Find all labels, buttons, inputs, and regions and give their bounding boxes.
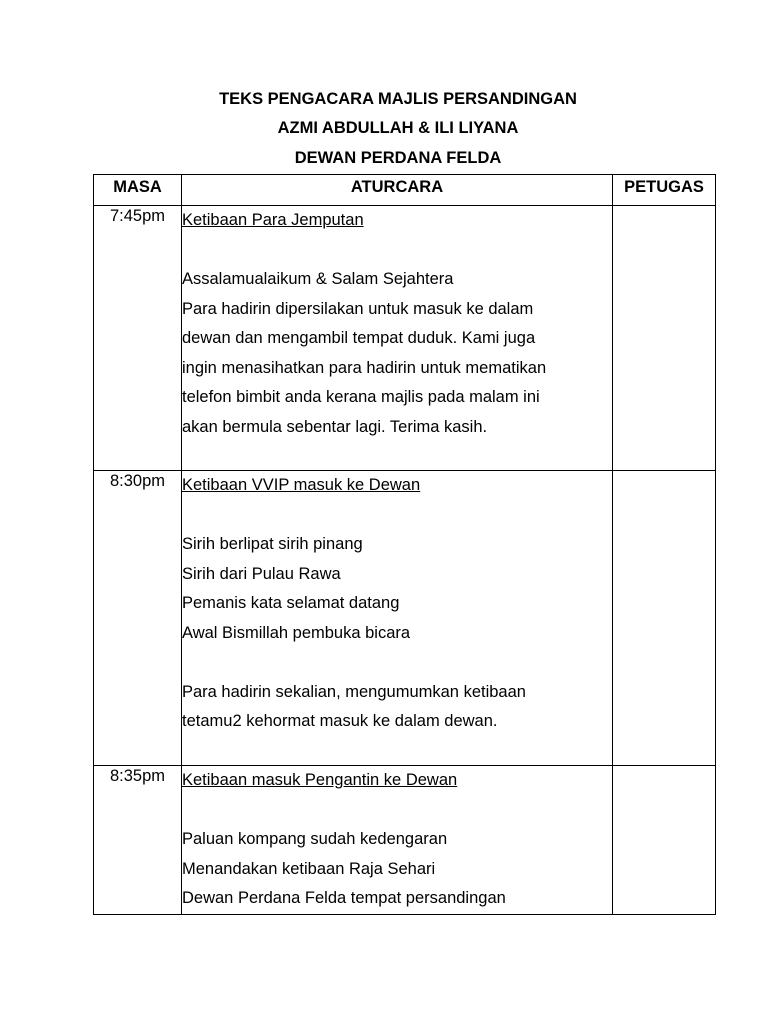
cell-aturcara (182, 471, 613, 766)
script-line: Para hadirin dipersilakan untuk masuk ke dalam (182, 299, 534, 318)
agenda-heading: Ketibaan VVIP masuk ke Dewan (182, 476, 421, 494)
script-line: dewan dan mengambil tempat duduk. Kami juga (182, 329, 536, 347)
header-masa: MASA (94, 175, 182, 206)
title-line-venue: DEWAN PERDANA FELDA (294, 148, 502, 167)
script-line: telefon bimbit anda kerana majlis pada malam ini (182, 388, 540, 406)
script-line: ingin menasihatkan para hadirin untuk mematikan (182, 358, 547, 377)
aturcara-content (182, 766, 612, 914)
script-line: akan bermula sebentar lagi. Terima kasih. (182, 417, 488, 436)
script-line: Assalamualaikum & Salam Sejahtera (182, 270, 454, 288)
header-petugas: PETUGAS (613, 175, 716, 206)
script-line: Pemanis kata selamat datang (182, 594, 400, 612)
script-line: Sirih dari Pulau Rawa (182, 564, 341, 583)
title-line-couple: AZMI ABDULLAH & ILI LIYANA (277, 119, 519, 138)
table-row (94, 471, 716, 766)
cell-masa: 7:45pm (94, 206, 182, 471)
aturcara-content (182, 206, 612, 442)
table-row (94, 206, 716, 471)
script-line (182, 236, 612, 266)
cell-aturcara (182, 206, 613, 471)
aturcara-content (182, 471, 612, 737)
cell-petugas (613, 766, 716, 915)
agenda-heading: Ketibaan Para Jemputan (182, 211, 364, 229)
cell-masa: 8:30pm (94, 471, 182, 766)
script-line: Menandakan ketibaan Raja Sehari (182, 859, 436, 878)
script-line (182, 648, 612, 678)
script-line: Sirih berlipat sirih pinang (182, 535, 363, 553)
script-line (182, 501, 612, 531)
cell-masa: 8:35pm (94, 766, 182, 915)
cell-petugas (613, 471, 716, 766)
script-line: Para hadirin sekalian, mengumumkan ketibaan (182, 682, 526, 701)
cell-petugas (613, 206, 716, 471)
table-row (94, 766, 716, 915)
script-line: Awal Bismillah pembuka bicara (182, 623, 411, 642)
script-line: Paluan kompang sudah kedengaran (182, 830, 448, 848)
title-line-event: TEKS PENGACARA MAJLIS PERSANDINGAN (219, 90, 577, 108)
script-line: tetamu2 kehormat masuk ke dalam dewan. (182, 712, 498, 730)
cell-aturcara (182, 766, 613, 915)
script-line: Dewan Perdana Felda tempat persandingan (182, 889, 506, 907)
table-header-row (94, 175, 716, 206)
header-aturcara: ATURCARA (182, 175, 613, 206)
agenda-heading: Ketibaan masuk Pengantin ke Dewan (182, 771, 458, 789)
document-title (0, 85, 768, 173)
schedule-table (93, 174, 716, 915)
script-line (182, 796, 612, 826)
